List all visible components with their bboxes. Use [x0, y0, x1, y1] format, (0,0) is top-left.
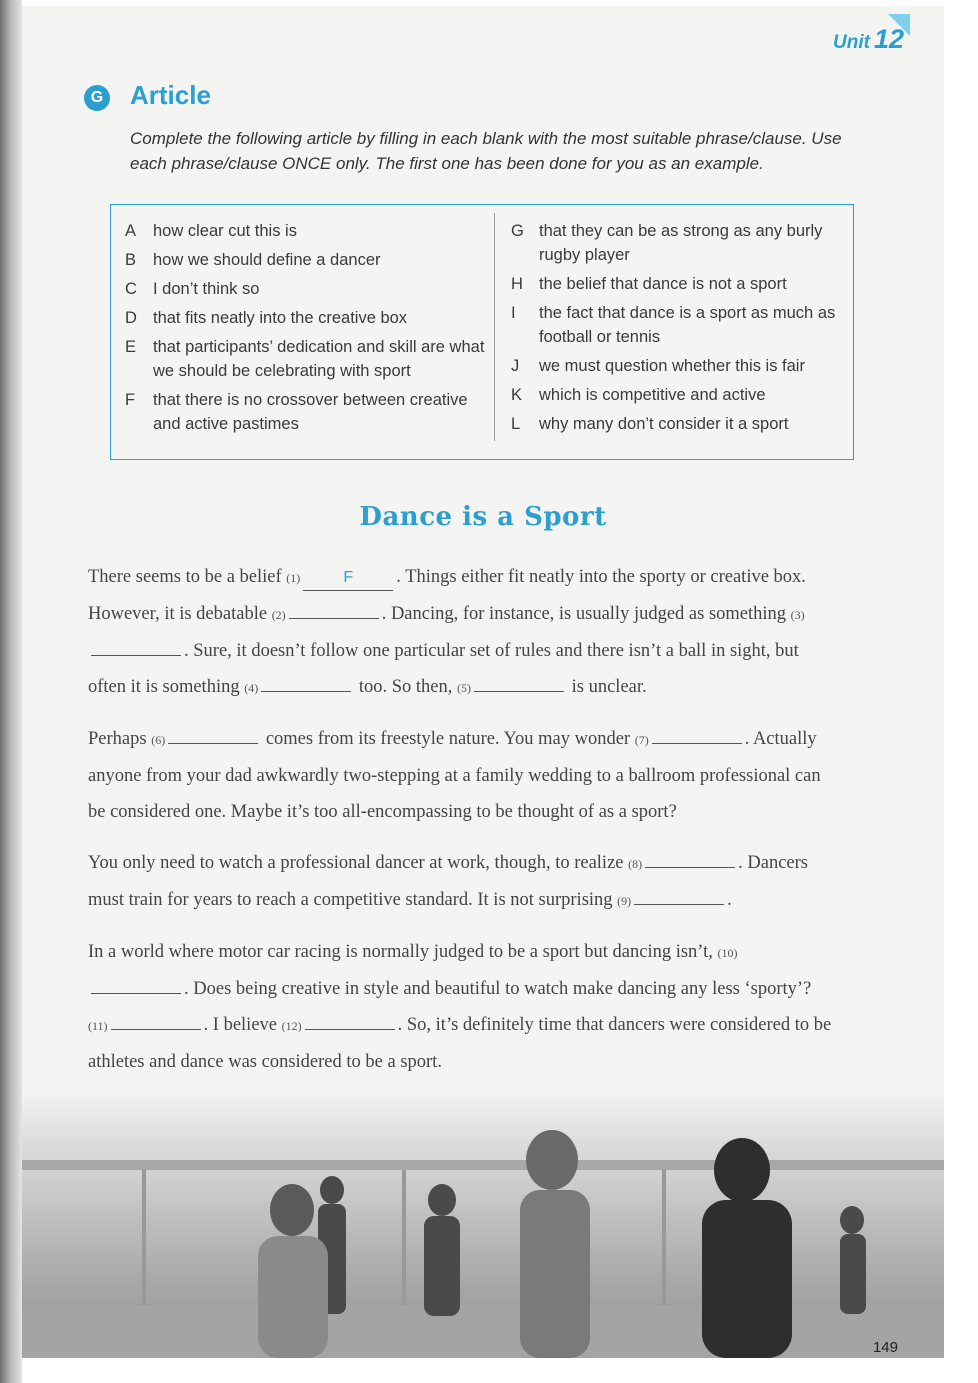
blank-number: (4) — [244, 681, 259, 695]
option-text: I don’t think so — [153, 280, 260, 298]
option-item — [125, 219, 485, 243]
article-paragraph-4 — [88, 934, 833, 1080]
option-text: how clear cut this is — [153, 222, 297, 240]
blank-number: (1) — [286, 571, 301, 585]
dancer-body — [702, 1200, 792, 1358]
option-item — [511, 301, 841, 349]
blank-field[interactable] — [261, 672, 351, 692]
article-text: . Dancers must train for years to reach a competitive standard. It is not surprising — [88, 853, 808, 910]
article-text: . So, it’s definitely time that dancers were considered to be athletes and dance was considered to be a sport. — [88, 1015, 832, 1072]
option-text: we must question whether this is fair — [539, 357, 805, 375]
article-text: You only need to watch a professional dancer at work, though, to realize — [88, 853, 624, 873]
dancer-body — [258, 1236, 328, 1358]
option-text: that fits neatly into the creative box — [153, 309, 408, 327]
option-text: that participants’ dedication and skill are what we should be celebrating with sport — [153, 338, 485, 380]
blank-number: (6) — [151, 733, 166, 747]
dancer-head — [428, 1184, 456, 1216]
unit-label: Unit — [833, 32, 870, 53]
dancer-body — [424, 1216, 460, 1316]
article-text: There seems to be a belief — [88, 567, 282, 587]
dancer-head — [526, 1130, 578, 1190]
option-letter: F — [125, 391, 136, 409]
option-item — [125, 277, 485, 301]
article-text: In a world where motor car racing is normally judged to be a sport but dancing isn’t, — [88, 942, 713, 962]
instructions: Complete the following article by filling in each blank with the most suitable phrase/clause. Use each phrase/clause ONCE only. The first one has been done for you as an example. — [130, 129, 842, 173]
article-paragraph-2 — [88, 721, 833, 830]
option-item — [511, 383, 841, 407]
page-number: 149 — [872, 1339, 898, 1356]
studio-window-frame — [402, 1170, 406, 1310]
article-text: . — [727, 890, 732, 910]
option-item — [511, 412, 841, 436]
option-text: the belief that dance is not a sport — [539, 275, 787, 293]
blank-number: (3) — [790, 608, 805, 622]
option-item — [125, 248, 485, 272]
unit-number: 12 — [873, 24, 904, 54]
article-text: Perhaps — [88, 729, 147, 749]
section-badge: G — [84, 85, 110, 111]
option-text: that there is no crossover between creative and active pastimes — [153, 391, 468, 433]
options-box — [110, 204, 854, 460]
blank-number: (8) — [628, 857, 643, 871]
option-letter: G — [511, 222, 524, 240]
blank-number: (5) — [457, 681, 471, 695]
article-text: . Actually anyone from your dad awkwardly two-stepping at a family wedding to a ballroom professional can be considered one. Maybe it’s too all-encompassing to be thought of as a sport? — [88, 729, 821, 822]
options-left-column — [125, 219, 485, 441]
option-letter: I — [511, 304, 516, 322]
studio-window-rail — [22, 1160, 944, 1170]
blank-field[interactable] — [168, 724, 258, 744]
option-item — [511, 272, 841, 296]
article-text: too. So then, — [358, 677, 453, 697]
option-letter: J — [511, 357, 520, 375]
options-right-column — [511, 219, 841, 441]
dancer-body — [840, 1234, 866, 1314]
article-text: . Sure, it doesn’t follow one particular set of rules and there isn’t a ball in sight, but often it is something — [88, 641, 799, 697]
article-body — [88, 559, 833, 1095]
textbook-page — [22, 6, 944, 1358]
blank-field[interactable] — [289, 599, 379, 619]
blank-field[interactable] — [645, 848, 735, 868]
dancer-body — [520, 1190, 590, 1358]
blank-number: (2) — [271, 608, 286, 622]
article-text: comes from its freestyle nature. You may wonder — [265, 729, 631, 749]
blank-number: (7) — [634, 733, 649, 747]
dancer-head — [320, 1176, 344, 1204]
article-paragraph-3 — [88, 845, 833, 919]
article-title: Dance is a Sport — [359, 502, 607, 532]
studio-floor — [22, 1305, 944, 1358]
article-text: is unclear. — [571, 677, 647, 697]
option-letter: C — [125, 280, 137, 298]
dancer-head — [714, 1138, 770, 1202]
options-divider — [494, 213, 495, 441]
dancer-head — [270, 1184, 314, 1236]
option-item — [511, 354, 841, 378]
option-letter: E — [125, 338, 137, 356]
blank-field[interactable] — [305, 1010, 395, 1030]
option-text: why many don’t consider it a sport — [539, 415, 789, 433]
option-text: that they can be as strong as any burly rugby player — [539, 222, 823, 264]
blank-number: (11) — [88, 1019, 108, 1033]
option-item — [511, 219, 841, 267]
option-letter: A — [125, 222, 137, 240]
blank-field[interactable] — [91, 974, 181, 994]
blank-number: (9) — [617, 894, 632, 908]
studio-window-frame — [662, 1170, 666, 1310]
option-text: how we should define a dancer — [153, 251, 381, 269]
option-item — [125, 335, 485, 383]
dance-class-illustration — [22, 1090, 944, 1358]
article-paragraph-1 — [88, 559, 833, 706]
studio-window-frame — [142, 1170, 146, 1310]
blank-field[interactable] — [652, 724, 742, 744]
option-letter: H — [511, 275, 523, 293]
option-letter: K — [511, 386, 523, 404]
option-text: which is competitive and active — [539, 386, 766, 404]
book-spine-shadow — [0, 0, 22, 1383]
article-text: . Dancing, for instance, is usually judged as something — [381, 604, 787, 624]
blank-number: (12) — [281, 1019, 302, 1033]
option-item — [125, 388, 485, 436]
blank-field[interactable]: F — [303, 571, 393, 591]
article-text: . Things either fit neatly into the sporty or creative box. However, it is debatable — [88, 567, 806, 624]
option-letter: B — [125, 251, 137, 269]
dance-class-photo — [22, 1090, 944, 1358]
blank-field[interactable] — [474, 672, 564, 692]
blank-field[interactable] — [91, 636, 181, 656]
blank-number: (10) — [717, 946, 738, 960]
option-text: the fact that dance is a sport as much as football or tennis — [539, 304, 836, 346]
article-text: . I believe — [203, 1015, 277, 1035]
unit-indicator — [833, 24, 904, 55]
section-title: Article — [130, 80, 211, 110]
option-item — [125, 306, 485, 330]
option-letter: L — [511, 415, 521, 433]
blank-field[interactable] — [111, 1010, 201, 1030]
option-letter: D — [125, 309, 137, 327]
article-text: . Does being creative in style and beautiful to watch make dancing any less ‘sporty’? — [184, 979, 812, 999]
blank-field[interactable] — [634, 885, 724, 905]
dancer-head — [840, 1206, 864, 1234]
